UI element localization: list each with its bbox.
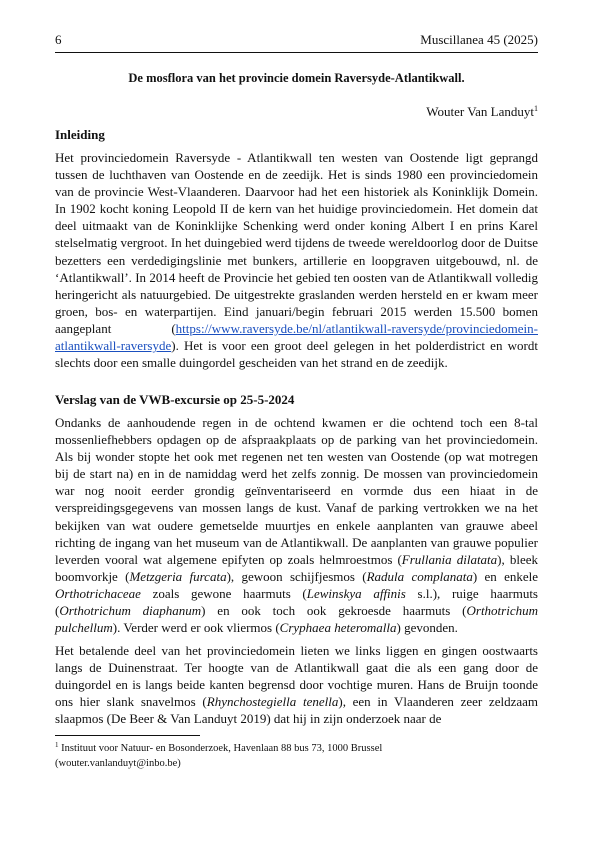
intro-text-a: Het provinciedomein Raversyde - Atlantikwall ten westen van Oostende ligt geprangd tussen de luchthaven van Oostende en de zeedijk. Het is sinds 1980 een provinciedomein van de provincie West-Vlaanderen. Daarvoor had het een historiek als Koninklijk Domein. In 1902 kocht koning Leopold II de kern van het huidige provinciedomein. Het domein dat deel uitmaakt van de Koninklijke Schenking werd onder koning Albert I en prins Karel stelselmatig vergroot. In het duingebied werd tijdens de tweede wereldoorlog door de Duitse bezetters een verdedigingslinie met bunkers, artillerie en loopgraven uitgebouwd, nl. de ‘Atlantikwall’. In 2014 heeft de Provincie het gebied ten oosten van de Atlantikwall volledig heringericht als natuurgebied. De uitgestrekte graslanden werden hersteld en er kwam meer groen, bos- en waterpartijen. Eind januari/begin februari 2015 werden 15.500 bomen aangeplant ( [55, 150, 538, 336]
footnote-email: (wouter.vanlanduyt@inbo.be) [55, 758, 181, 769]
page-number: 6 [55, 32, 62, 47]
author-name: Wouter Van Landuyt [426, 104, 534, 119]
header-rule [55, 52, 538, 53]
text-run: ), bleek boomvorkje ( [55, 551, 538, 584]
species-name: Frullania dilatata [401, 551, 498, 567]
species-name: Lewinskya affinis [306, 585, 406, 601]
text-run: s.l.), ruige haarmuts ( [55, 585, 538, 619]
species-name: Metzgeria furcata [129, 568, 227, 584]
paragraph-excursion-1 [55, 414, 538, 636]
species-name: Orthotrichaceae [55, 585, 141, 601]
intro-text-b: ). Het is voor een groot deel gelegen in het polderdistrict en wordt slechts door een smalle duingordel gescheiden van het strand en de zeedijk. [55, 338, 538, 371]
text-run: Ondanks de aanhoudende regen in de ochtend kwamen er die ochtend toch een 8-tal mossenliefhebbers opdagen op de afspraakplaats op de parking van het provinciedomein. Als bij wonder stopte het ook met regenen net ten westen van Oostende (op wat motregen bij de start na) en in de namiddag werd het zelfs zonnig. De mossen van provinciedomein war nog nooit eerder grondig geïnventariseerd en vormde dus een hiaat in de verspreidingsgegevens van mossen langs de kust. Vanaf de parking vertrokken we na het bekijken van wat oudere gemetselde muurtjes en enkele aanplanten van grauwe abeel richting de ingang van het museum van de Atlantikwall. De aanplanten van grauwe populier leverden vooral wat algemene epifyten op zoals helmroestmos ( [55, 415, 538, 567]
text-run: ). Verder werd er ook vliermos ( [112, 620, 280, 636]
text-run: Het betalende deel van het provinciedomein lieten we links liggen en gingen oostwaarts langs de Duinenstraat. Ter hoogte van de Atlantikwall gaat die als een gang door de duingordel en is langs beide kanten begrensd door vochtige muren. Hans de Bruijn toonde ons hier slank snavelmos ( [55, 643, 538, 710]
text-run: ) gevonden. [396, 620, 458, 636]
text-run: ), gewoon schijfjesmos ( [226, 568, 367, 584]
raversyde-link[interactable]: https://www.raversyde.be/nl/atlantikwall-raversyde/provinciedomein-atlantikwall-raversyde [55, 320, 538, 354]
text-run: zoals gewone haarmuts ( [140, 585, 307, 601]
species-name: Orthotrichum diaphanum [59, 603, 202, 619]
text-run: ) en enkele [472, 568, 539, 584]
section-heading-inleiding: Inleiding [55, 127, 105, 142]
article-title: De mosflora van het provincie domein Raversyde-Atlantikwall. [128, 71, 465, 85]
species-name: Cryphaea heteromalla [279, 620, 397, 636]
author-footnote-mark: 1 [534, 104, 538, 113]
text-run: ) en ook toch ook gekroesde haarmuts ( [201, 603, 467, 619]
species-name: Rhynchostegiella tenella [206, 694, 339, 710]
footnote-rule [55, 735, 200, 736]
section-heading-verslag: Verslag van de VWB-excursie op 25-5-2024 [55, 392, 295, 407]
species-name: Radula complanata [366, 568, 473, 584]
text-run: ), een in Vlaanderen zeer zeldzaam slaapmos (De Beer & Van Landuyt 2019) dat hij in zijn onderzoek naar de [55, 694, 539, 727]
footnote-affiliation: Instituut voor Natuur- en Bosonderzoek, Havenlaan 88 bus 73, 1000 Brussel [58, 743, 383, 754]
journal-title: Muscillanea 45 (2025) [420, 32, 538, 47]
article-author [426, 104, 538, 120]
paragraph-intro [55, 149, 538, 371]
paragraph-excursion-2 [55, 642, 538, 727]
footnote [55, 741, 538, 771]
species-name: Orthotrichum pulchellum [55, 603, 538, 636]
footnote-mark: 1 [55, 741, 59, 749]
